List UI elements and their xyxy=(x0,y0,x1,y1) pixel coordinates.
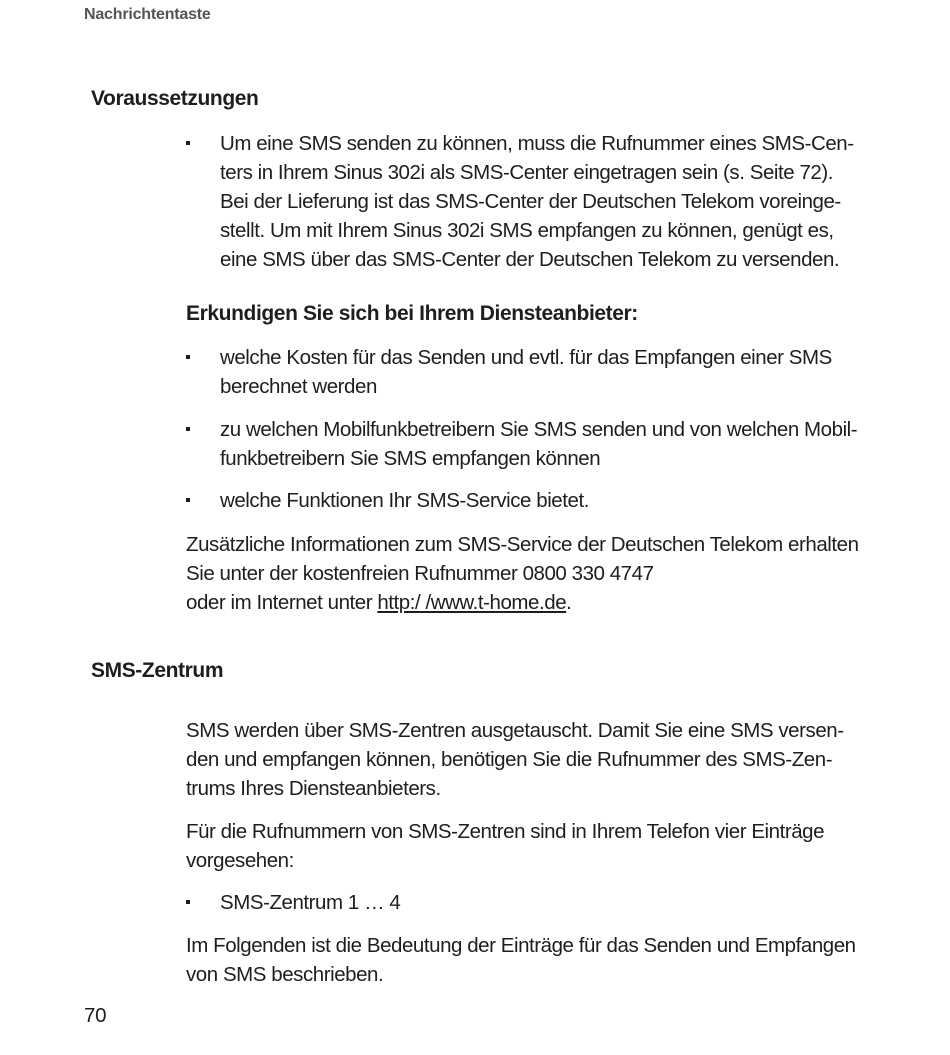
text-line: Zusätzliche Informationen zum SMS-Service der Deutschen Telekom erhalten xyxy=(186,533,859,556)
text-line: ters in Ihrem Sinus 302i als SMS-Center eingetragen sein (s. Seite 72). xyxy=(220,161,833,184)
text-line: zu welchen Mobilfunkbetreibern Sie SMS senden und von welchen Mobil- xyxy=(220,418,858,441)
page-number: 70 xyxy=(84,1004,107,1027)
text-line: trums Ihres Diensteanbieters. xyxy=(186,777,441,800)
section-heading-sms-zentrum: SMS-Zentrum xyxy=(91,659,224,682)
paragraph xyxy=(186,817,876,875)
list-item xyxy=(186,129,876,274)
text-line: vorgesehen: xyxy=(186,849,294,872)
text-line: Im Folgenden ist die Bedeutung der Einträge für das Senden und Empfangen xyxy=(186,934,856,957)
list-item xyxy=(186,486,876,515)
text-line: Für die Rufnummern von SMS-Zentren sind in Ihrem Telefon vier Einträge xyxy=(186,820,825,843)
text-line: berechnet werden xyxy=(220,375,377,398)
text-line: Um eine SMS senden zu können, muss die Rufnummer eines SMS-Cen- xyxy=(220,132,854,155)
info-paragraph xyxy=(186,530,876,617)
section-heading-voraussetzungen: Voraussetzungen xyxy=(91,87,259,110)
text-line: von SMS beschrieben. xyxy=(186,963,384,986)
text-line: SMS werden über SMS-Zentren ausgetauscht. Damit Sie eine SMS versen- xyxy=(186,719,844,742)
list-item xyxy=(186,888,876,917)
paragraph xyxy=(186,716,876,803)
text-line: funkbetreibern Sie SMS empfangen können xyxy=(220,447,601,470)
list-item xyxy=(186,415,876,473)
text-line: Bei der Lieferung ist das SMS-Center der Deutschen Telekom voreinge- xyxy=(220,190,841,213)
text-line: welche Funktionen Ihr SMS-Service bietet. xyxy=(220,489,589,512)
text-line: eine SMS über das SMS-Center der Deutschen Telekom zu versenden. xyxy=(220,248,840,271)
list-item-text: SMS-Zentrum 1 … 4 xyxy=(220,891,401,914)
list-item-text xyxy=(220,486,876,515)
website-link[interactable]: http:/ /www.t-home.de xyxy=(377,591,567,614)
list-item-text xyxy=(220,415,876,473)
text-line: den und empfangen können, benötigen Sie die Rufnummer des SMS-Zen- xyxy=(186,748,833,771)
text-line: Sie unter der kostenfreien Rufnummer 0800 330 4747 xyxy=(186,562,654,585)
list-item xyxy=(186,343,876,401)
running-header: Nachrichtentaste xyxy=(84,6,211,23)
text-line: . xyxy=(566,591,572,614)
list-item-text xyxy=(220,129,876,274)
paragraph xyxy=(186,931,876,989)
text-line: stellt. Um mit Ihrem Sinus 302i SMS empfangen zu können, genügt es, xyxy=(220,219,834,242)
subheading-diensteanbieter: Erkundigen Sie sich bei Ihrem Diensteanbieter: xyxy=(186,302,638,325)
text-line: oder im Internet unter xyxy=(186,591,378,614)
text-line: welche Kosten für das Senden und evtl. für das Empfangen einer SMS xyxy=(220,346,832,369)
list-item-text xyxy=(220,343,876,401)
